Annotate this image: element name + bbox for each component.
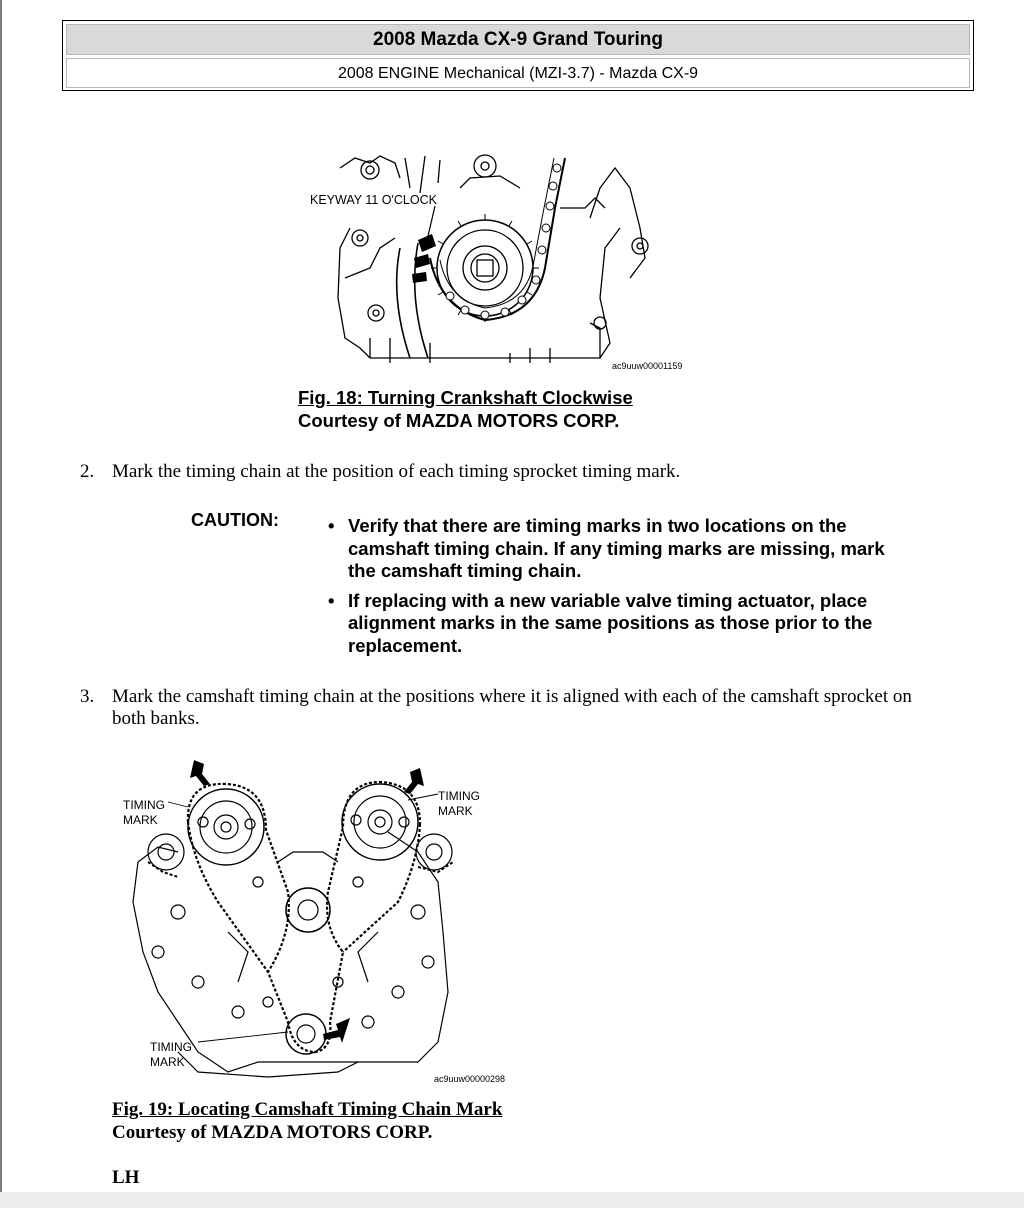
document-header: [62, 20, 974, 91]
figure-19-caption: Fig. 19: Locating Camshaft Timing Chain Mark: [112, 1099, 503, 1120]
timing-mark-label-right: TIMING: [438, 789, 480, 803]
header-subtitle: 2008 ENGINE Mechanical (MZI-3.7) - Mazda CX-9: [66, 58, 970, 88]
timing-mark-label-crank: MARK: [150, 1055, 185, 1069]
figure-18-illustration: [300, 148, 695, 376]
step-2-text: Mark the timing chain at the position of each timing sprocket timing mark.: [112, 461, 681, 482]
step-3-number: 3.: [80, 686, 95, 707]
caution-list: [326, 515, 966, 664]
figure-18-caption: Fig. 18: Turning Crankshaft Clockwise: [298, 387, 633, 408]
figure-19-courtesy: Courtesy of MAZDA MOTORS CORP.: [112, 1122, 433, 1143]
step-3-text-line2: both banks.: [112, 708, 200, 729]
step-3-text-line1: Mark the camshaft timing chain at the positions where it is aligned with each of the camshaft sprocket on: [112, 686, 912, 707]
figure-19-code: ac9uuw00000298: [434, 1074, 506, 1084]
bottom-scroll-area: [0, 1192, 1024, 1208]
timing-mark-label-crank: TIMING: [150, 1040, 192, 1054]
timing-mark-label-left: TIMING: [123, 798, 165, 812]
header-title: 2008 Mazda CX-9 Grand Touring: [66, 24, 970, 55]
caution-label: CAUTION:: [191, 510, 279, 530]
caution-item: • Verify that there are timing marks in two locations on the camshaft timing chain. If any timing marks are missing, mark the camshaft timing chain.: [328, 515, 885, 581]
timing-mark-label-left: MARK: [123, 813, 158, 827]
step-3: [80, 686, 980, 732]
timing-mark-label-right: MARK: [438, 804, 473, 818]
section-heading: LH: [112, 1167, 140, 1188]
keyway-label: KEYWAY 11 O'CLOCK: [310, 193, 437, 207]
bullet-icon: •: [328, 589, 335, 611]
step-2-number: 2.: [80, 461, 95, 482]
page-left-edge: [0, 0, 2, 1208]
step-2: [80, 461, 980, 485]
figure-18-courtesy: Courtesy of MAZDA MOTORS CORP.: [298, 410, 620, 431]
figure-18-code: ac9uuw00001159: [612, 361, 683, 371]
figure-19-illustration: [118, 752, 528, 1090]
caution-item: • If replacing with a new variable valve timing actuator, place alignment marks in the same positions as those prior to the replacement.: [328, 589, 873, 656]
bullet-icon: •: [328, 515, 335, 536]
